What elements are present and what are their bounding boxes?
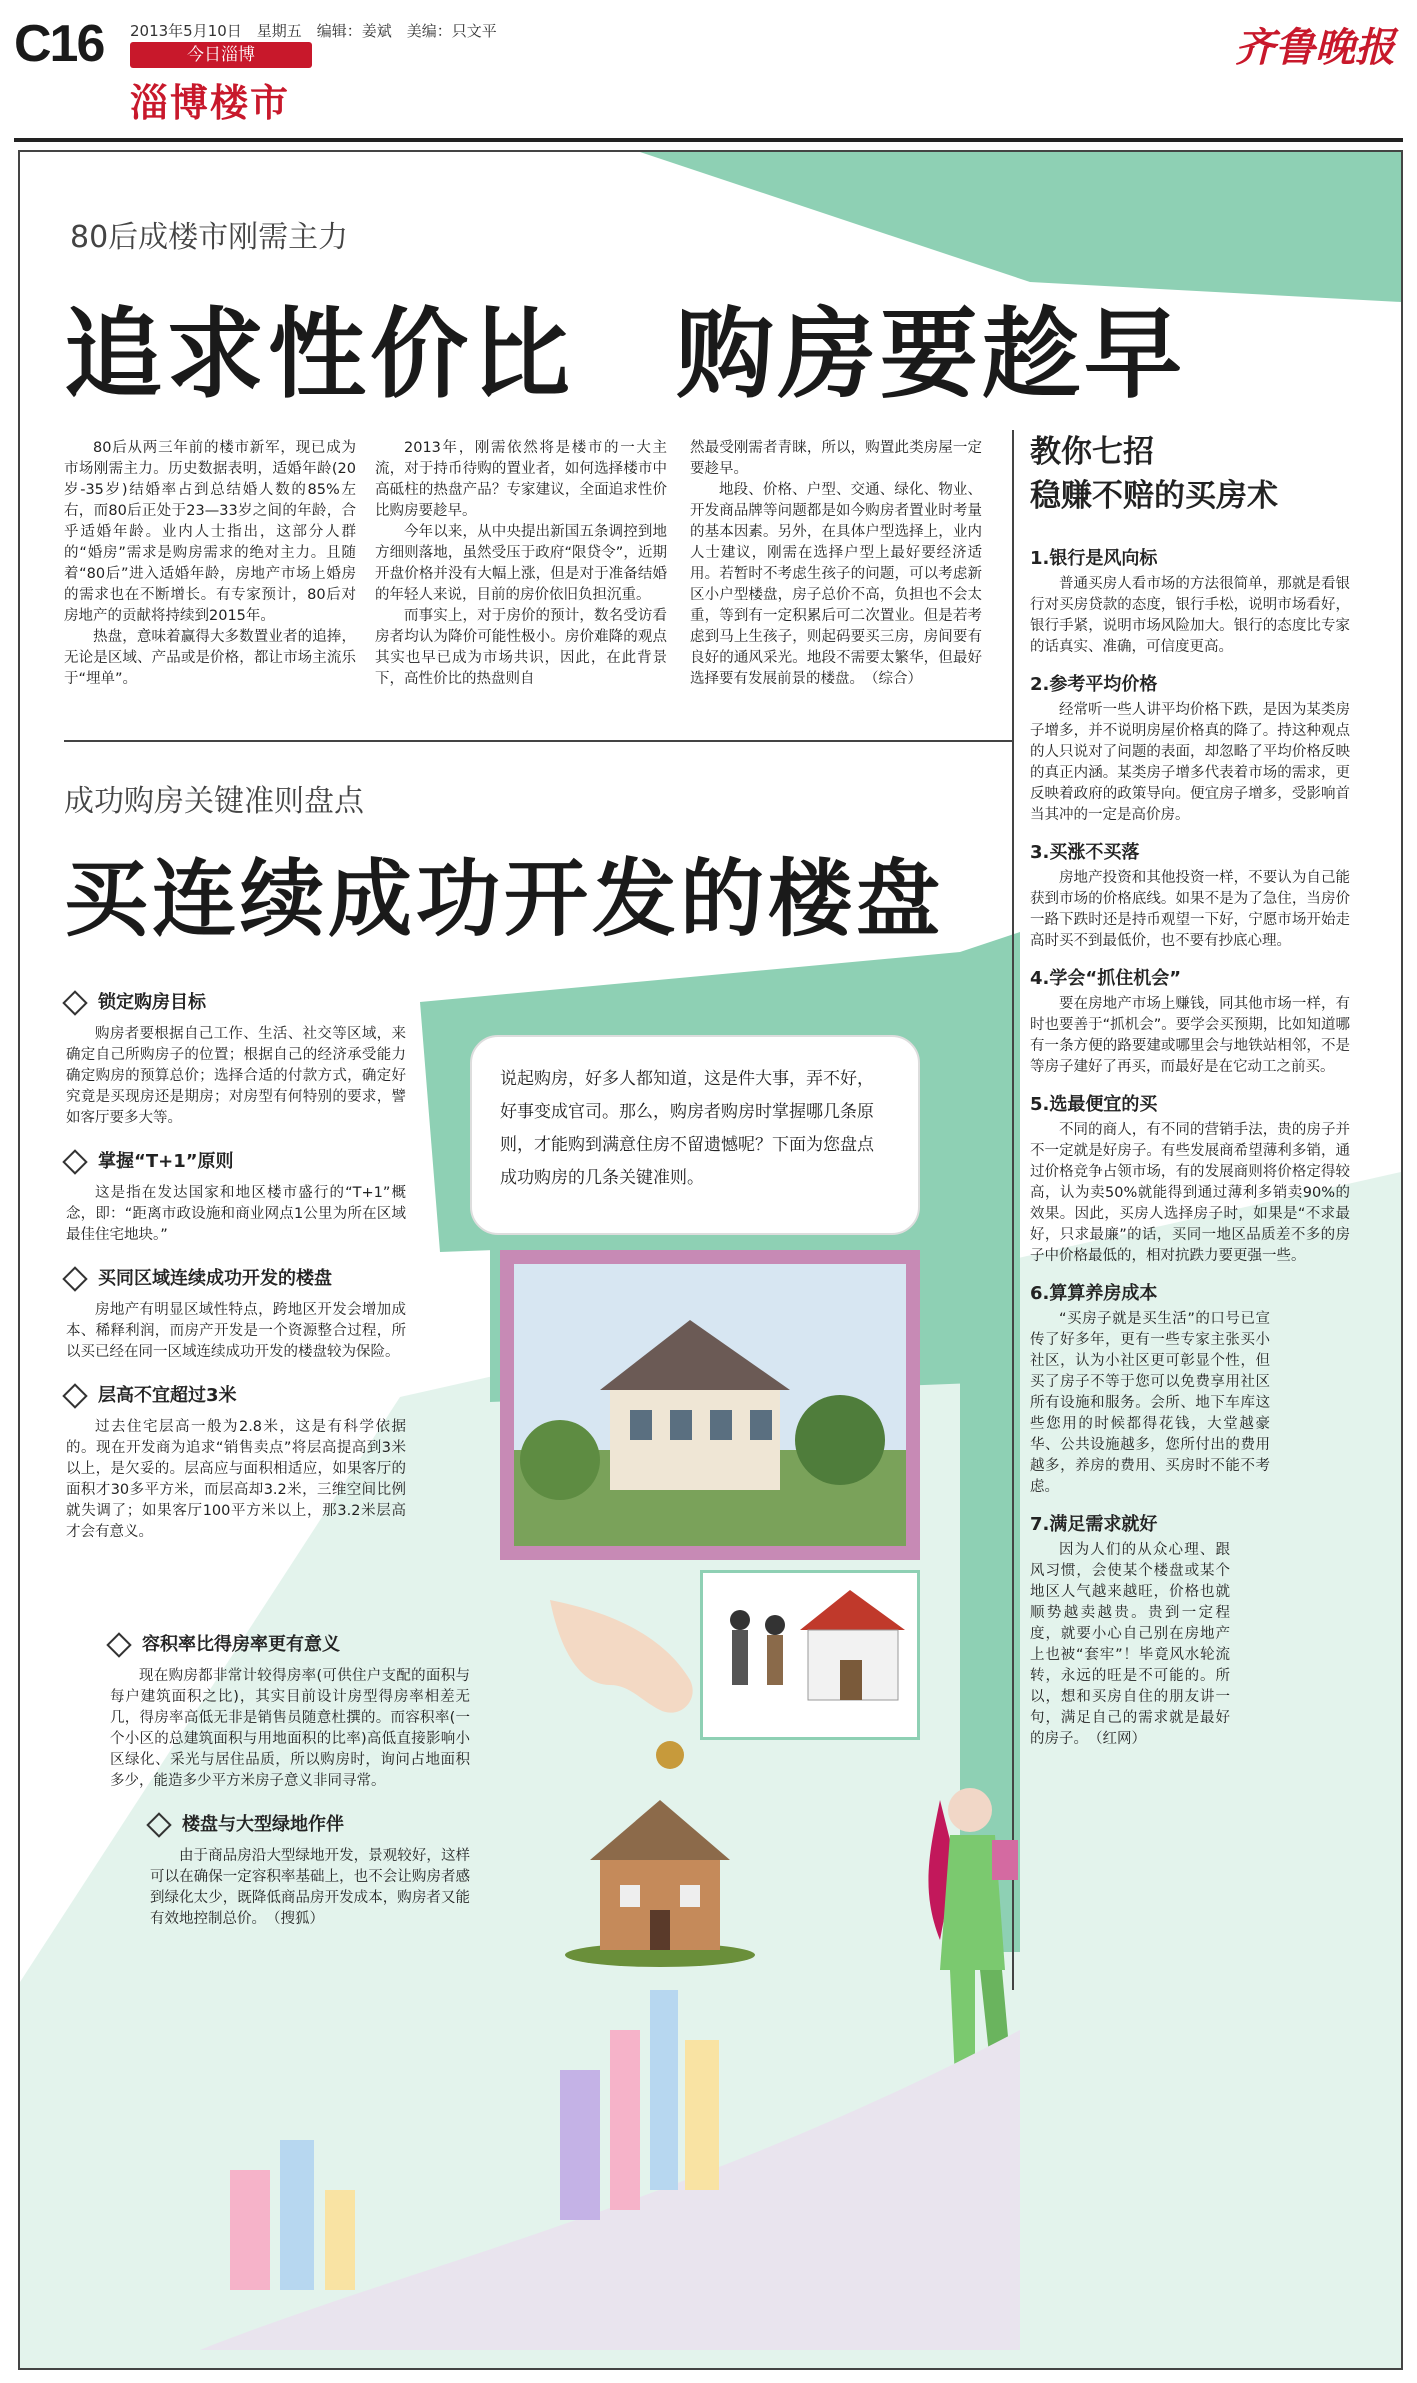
article1-headline: 追求性价比 购房要趁早 <box>64 298 1187 412</box>
today-tag: 今日淄博 <box>130 42 312 68</box>
newspaper-logo: 齐鲁晚报 <box>1235 24 1395 71</box>
paragraph: 地段、价格、户型、交通、绿化、物业、开发商品牌等问题都是如今购房者置业时考量的基本因素。另外，在具体户型选择上，业内人士建议，刚需在选择户型上最好要经济适用。若暂时不考虑生孩子的问题，可以考虑新区小户型楼盘，房子总价不高，负担也不会太重，等到有一定积累后可二次置业。但是若考虑到马上生孩子，则起码要买三房，房间要有良好的通风采光。地段不需要太繁华，但最好选择要有发展前景的楼盘。 （综合） <box>690 482 982 687</box>
rule-text: 房地产有明显区域性特点，跨地区开发会增加成本、稀释利润，而房产开发是一个资源整合过程，所以买已经在同一区域连续成功开发的楼盘较为保险。 <box>66 1302 406 1360</box>
tips-title-1: 教你七招 <box>1030 434 1154 470</box>
tip-title: 3.买涨不买落 <box>1030 842 1140 863</box>
tip-title: 1.银行是风向标 <box>1030 548 1158 569</box>
family-house-photo <box>700 1570 920 1740</box>
rule-text: 现在购房都非常计较得房率(可供住户支配的面积与每户建筑面积之比)，其实目前设计房型得房率相差无几，得房率高低无非是销售员随意杜撰的。而容积率(一个小区的总建筑面积与用地面积的比率)高低直接影响小区绿化、采光与居住品质，所以购房时，询问占地面积多少，能造多少平方米房子意义非同寻常。 <box>110 1668 470 1789</box>
paragraph: 2013年，刚需依然将是楼市的一大主流，对于持币待购的置业者，如何选择楼市中高砥柱的热盘产品？专家建议，全面追求性价比购房要趁早。 <box>375 440 667 519</box>
rule-title: 层高不宜超过3米 <box>66 1381 406 1407</box>
tips-column <box>1030 430 1350 1750</box>
tips-title-2: 稳赚不赔的买房术 <box>1030 478 1278 514</box>
hand-with-coin <box>540 1590 710 1780</box>
rule-title: 楼盘与大型绿地作伴 <box>150 1810 470 1836</box>
date-editor-line: 2013年5月10日 星期五 编辑：姜斌 美编：只文平 <box>130 22 497 40</box>
article1-column-3 <box>690 438 982 690</box>
diamond-icon <box>106 1632 131 1657</box>
article1-column-1 <box>64 438 356 690</box>
tip-text: 不同的商人，有不同的营销手法，贵的房子并不一定就是好房子。有些发展商希望薄利多销，通过价格竞争占领市场，有的发展商则将价格定得较高，认为卖50%就能得到通过薄利多销卖90%的效果。因此，买房人选择房子时，如果是“不求最好，只求最廉”的话，买同一地区品质差不多的房子中价格最低的，相对抗跌力要更强一些。 <box>1030 1122 1350 1264</box>
rule-text: 由于商品房沿大型绿地开发，景观较好，这样可以在确保一定容积率基础上，也不会让购房者感到绿化太少，既降低商品房开发成本，购房者又能有效地控制总价。 （搜狐） <box>150 1848 470 1927</box>
rule-text: 过去住宅层高一般为2.8米，这是有科学依据的。现在开发商为追求“销售卖点”将层高提高到3米以上，是欠妥的。层高应与面积相适应，如果客厅的面积才30多平方米，而层高却3.2米，三维空间比例就失调了；如果客厅100平方米以上，那3.2米层高才会有意义。 <box>66 1419 406 1540</box>
article1-kicker: 80后成楼市刚需主力 <box>70 220 349 255</box>
tip-text: 房地产投资和其他投资一样，不要认为自己能获到市场的价格底线。如果不是为了急住，当房价一路下跌时还是持币观望一下好，宁愿市场开始走高时买不到最低价，也不要有抄底心理。 <box>1030 870 1350 949</box>
tip-text: 要在房地产市场上赚钱，同其他市场一样，有时也要善于“抓机会”。要学会买预期，比如知道哪有一条方便的路要建或哪里会与地铁站相邻，不是等房子建好了再买，而最好是在它动工之前买。 <box>1030 996 1350 1075</box>
column-divider <box>1012 430 1014 1990</box>
villa-photo <box>500 1250 920 1560</box>
tip-title: 6.算算养房成本 <box>1030 1283 1158 1304</box>
rules-section <box>66 988 406 1543</box>
rule-title: 锁定购房目标 <box>66 988 406 1014</box>
tip-text: 普通买房人看市场的方法很简单，那就是看银行对买房贷款的态度，银行手松，说明市场看好，银行手紧，说明市场风险加大。银行的态度比专家的话真实、准确，可信度更高。 <box>1030 576 1350 655</box>
paragraph: 而事实上，对于房价的预计，数名受访看房者均认为降价可能性极小。房价难降的观点其实也早已成为市场共识，因此，在此背景下，高性价比的热盘则自 <box>375 608 667 687</box>
paragraph: 热盘，意味着赢得大多数置业者的追捧，无论是区域、产品或是价格，都让市场主流乐于“埋单”。 <box>64 629 356 687</box>
paragraph: 今年以来，从中央提出新国五条调控到地方细则落地，虽然受压于政府“限贷令”，近期开盘价格并没有大幅上涨，但是对于准备结婚的年轻人来说，目前的房价依旧负担沉重。 <box>375 524 667 603</box>
diamond-icon <box>62 1266 87 1291</box>
diamond-icon <box>62 990 87 1015</box>
tip-title: 4.学会“抓住机会” <box>1030 968 1182 989</box>
section-title: 淄博楼市 <box>130 81 291 125</box>
tip-text: “买房子就是买生活”的口号已宣传了好多年，更有一些专家主张买小社区，认为小社区更可彰显个性，但买了房子不等于您可以免费享用社区所有设施和服务。会所、地下车库这些您用的时候都得花钱，大堂越豪华、公共设施越多，您所付出的费用越多，养房的费用、买房时不能不考虑。 <box>1030 1311 1270 1495</box>
rules-section-2 <box>110 1630 470 1930</box>
cottage-model <box>560 1790 760 1970</box>
rule-title: 容积率比得房率更有意义 <box>110 1630 470 1656</box>
diamond-icon <box>62 1149 87 1174</box>
rule-text: 这是指在发达国家和地区楼市盛行的“T+1”概念，即：“距离市政设施和商业网点1公里为所在区域最佳住宅地块。” <box>66 1185 406 1243</box>
tip-title: 2.参考平均价格 <box>1030 674 1158 695</box>
paragraph: 80后从两三年前的楼市新军，现已成为市场刚需主力。历史数据表明，适婚年龄(20岁-35岁)结婚率占到总结婚人数的85%左右，而80后正处于23—33岁之间的年龄，合乎适婚年龄。业内人士指出，这部分人群的“婚房”需求是购房需求的绝对主力。且随着“80后”进入适婚年龄，房地产市场上婚房的需求也在不断增长。有专家预计，80后对房地产的贡献将持续到2015年。 <box>64 440 356 624</box>
page-number: C16 <box>14 15 104 73</box>
article2-headline: 买连续成功开发的楼盘 <box>64 850 945 948</box>
article2-kicker: 成功购房关键准则盘点 <box>64 784 364 819</box>
tip-text: 因为人们的从众心理、跟风习惯，会使某个楼盘或某个地区人气越来越旺，价格也就顺势越卖越贵。贵到一定程度，就要小心自己别在房地产上也被“套牢”！毕竟风水轮流转，永远的旺是不可能的。所以，想和买房自住的朋友讲一句，满足自己的需求就是最好的房子。 （红网） <box>1030 1542 1230 1747</box>
header-rule <box>14 138 1403 142</box>
diamond-icon <box>62 1383 87 1408</box>
divider <box>64 740 1014 742</box>
paragraph: 然最受刚需者青睐，所以，购置此类房屋一定要趁早。 <box>690 440 982 477</box>
tip-title: 7.满足需求就好 <box>1030 1514 1158 1535</box>
rule-title: 掌握“T+1”原则 <box>66 1147 406 1173</box>
tip-text: 经常听一些人讲平均价格下跌，是因为某类房子增多，并不说明房屋价格真的降了。持这种观点的人只说对了问题的表面，却忽略了平均价格反映的真正内涵。某类房子增多代表着市场的需求，更反映着政府的政策导向。便宜房子增多，受影响首当其冲的一定是高价房。 <box>1030 702 1350 823</box>
intro-bubble: 说起购房，好多人都知道，这是件大事，弄不好，好事变成官司。那么，购房者购房时掌握哪几条原则，才能购到满意住房不留遗憾呢？下面为您盘点成功购房的几条关键准则。 <box>470 1035 920 1235</box>
diamond-icon <box>146 1812 171 1837</box>
city-skyline-illustration <box>200 1950 1020 2350</box>
rule-title: 买同区域连续成功开发的楼盘 <box>66 1264 406 1290</box>
rule-text: 购房者要根据自己工作、生活、社交等区域，来确定自己所购房子的位置；根据自己的经济承受能力确定购房的预算总价；选择合适的付款方式，确定好究竟是买现房还是期房；对房型有何特别的要求，譬如客厅要多大等。 <box>66 1026 406 1126</box>
tip-title: 5.选最便宜的买 <box>1030 1094 1158 1115</box>
article1-column-2 <box>375 438 667 690</box>
